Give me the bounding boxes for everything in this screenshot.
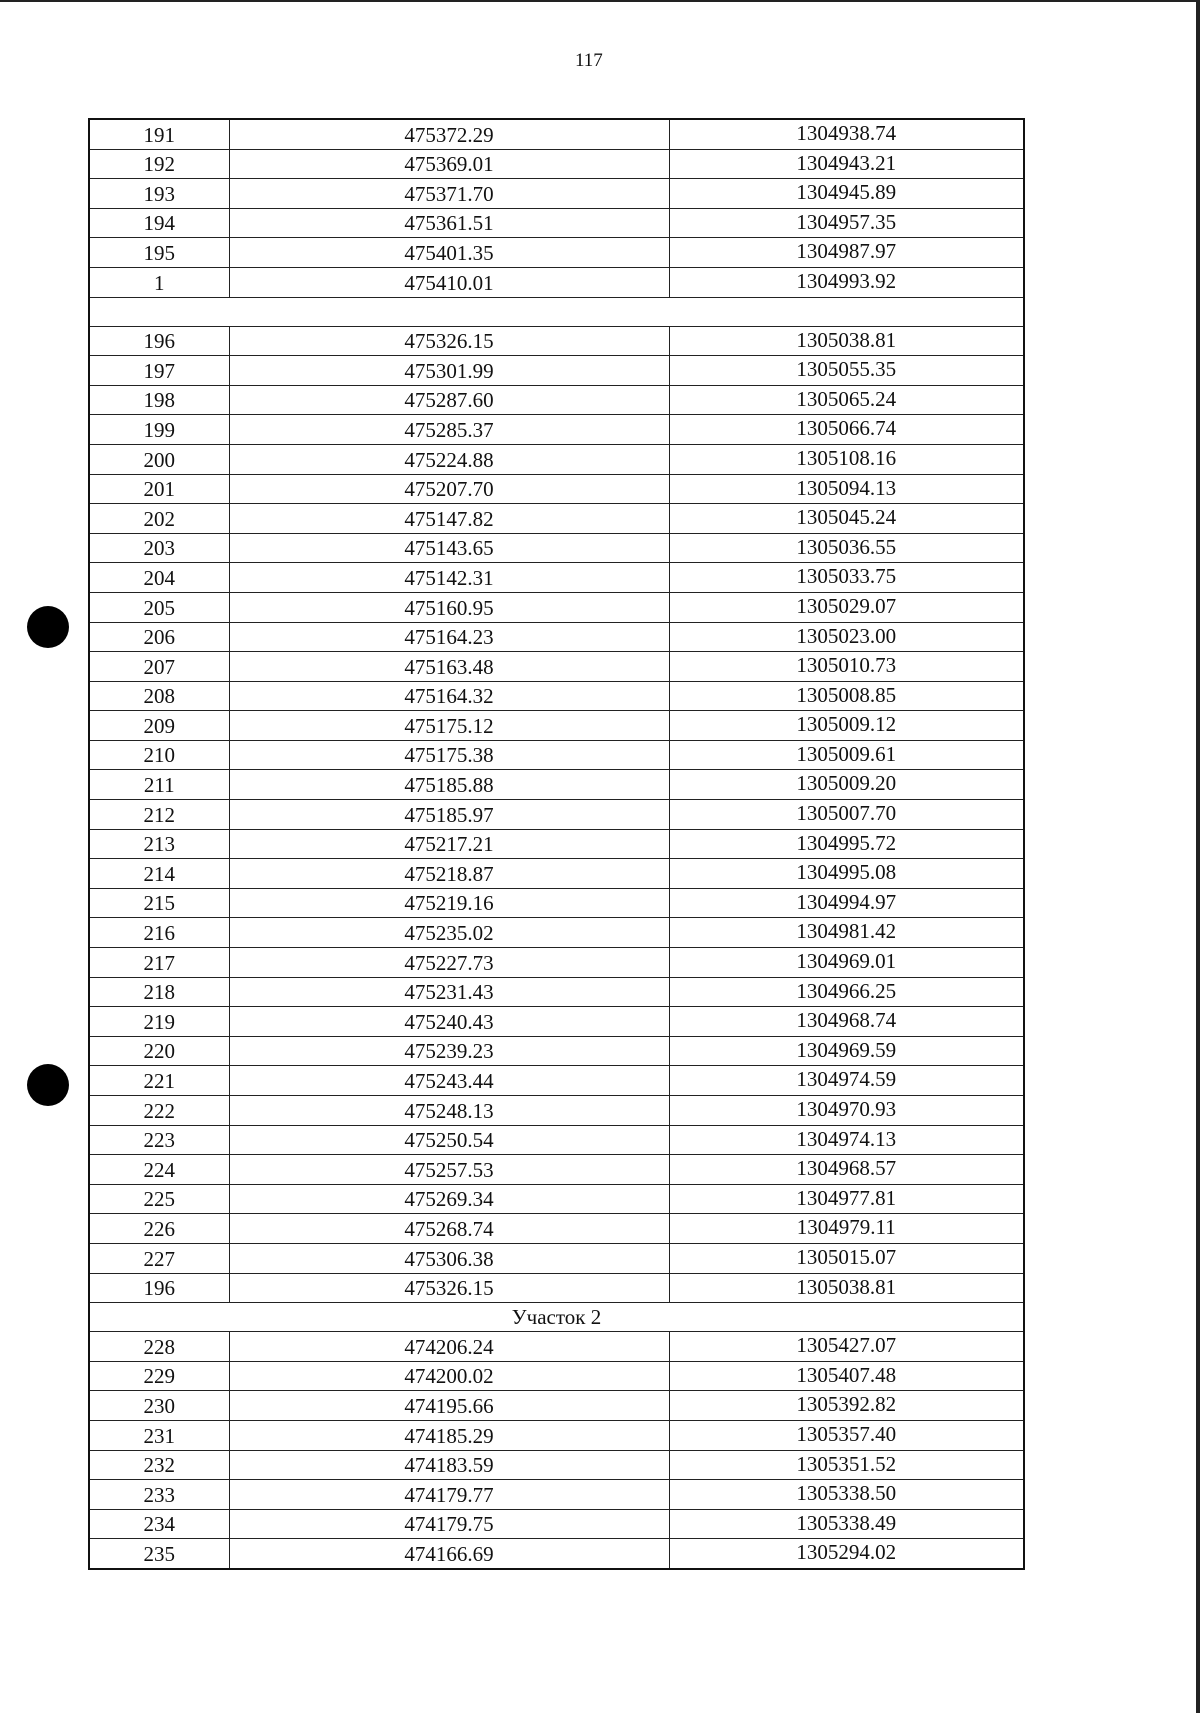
y-coordinate-cell: 1305038.81 xyxy=(669,1273,1024,1303)
y-coordinate-cell: 1304981.42 xyxy=(669,918,1024,948)
table-row xyxy=(89,1125,1024,1155)
x-coordinate-cell: 474200.02 xyxy=(229,1361,669,1391)
x-coordinate-cell: 475163.48 xyxy=(229,652,669,682)
y-coordinate-cell: 1305009.12 xyxy=(669,711,1024,741)
x-coordinate-cell: 475227.73 xyxy=(229,948,669,978)
y-coordinate-cell: 1304968.74 xyxy=(669,1007,1024,1037)
x-coordinate-cell: 475306.38 xyxy=(229,1243,669,1273)
point-number-cell: 205 xyxy=(89,592,229,622)
point-number-cell: 234 xyxy=(89,1509,229,1539)
x-coordinate-cell: 474206.24 xyxy=(229,1332,669,1362)
table-row xyxy=(89,1332,1024,1362)
point-number-cell: 193 xyxy=(89,179,229,209)
x-coordinate-cell: 475257.53 xyxy=(229,1155,669,1185)
point-number-cell: 197 xyxy=(89,356,229,386)
y-coordinate-cell: 1305108.16 xyxy=(669,444,1024,474)
x-coordinate-cell: 475326.15 xyxy=(229,326,669,356)
point-number-cell: 225 xyxy=(89,1184,229,1214)
punch-hole-mark xyxy=(27,606,69,648)
x-coordinate-cell: 475401.35 xyxy=(229,238,669,268)
table-row xyxy=(89,622,1024,652)
y-coordinate-cell: 1304945.89 xyxy=(669,179,1024,209)
point-number-cell: 232 xyxy=(89,1450,229,1480)
y-coordinate-cell: 1305407.48 xyxy=(669,1361,1024,1391)
table-row xyxy=(89,1391,1024,1421)
y-coordinate-cell: 1305038.81 xyxy=(669,326,1024,356)
table-row xyxy=(89,829,1024,859)
y-coordinate-cell: 1305009.61 xyxy=(669,740,1024,770)
x-coordinate-cell: 475361.51 xyxy=(229,208,669,238)
x-coordinate-cell: 475142.31 xyxy=(229,563,669,593)
x-coordinate-cell: 475268.74 xyxy=(229,1214,669,1244)
x-coordinate-cell: 475185.97 xyxy=(229,800,669,830)
point-number-cell: 200 xyxy=(89,444,229,474)
y-coordinate-cell: 1304993.92 xyxy=(669,267,1024,297)
x-coordinate-cell: 475231.43 xyxy=(229,977,669,1007)
table-row xyxy=(89,267,1024,297)
table-row xyxy=(89,918,1024,948)
point-number-cell: 199 xyxy=(89,415,229,445)
page-number: 117 xyxy=(575,50,603,71)
point-number-cell: 223 xyxy=(89,1125,229,1155)
x-coordinate-cell: 475372.29 xyxy=(229,119,669,149)
point-number-cell: 226 xyxy=(89,1214,229,1244)
x-coordinate-cell: 475287.60 xyxy=(229,385,669,415)
table-row xyxy=(89,1539,1024,1569)
table-row xyxy=(89,444,1024,474)
x-coordinate-cell: 475164.23 xyxy=(229,622,669,652)
point-number-cell: 211 xyxy=(89,770,229,800)
y-coordinate-cell: 1304938.74 xyxy=(669,119,1024,149)
y-coordinate-cell: 1304974.59 xyxy=(669,1066,1024,1096)
y-coordinate-cell: 1305015.07 xyxy=(669,1243,1024,1273)
point-number-cell: 196 xyxy=(89,326,229,356)
y-coordinate-cell: 1305351.52 xyxy=(669,1450,1024,1480)
y-coordinate-cell: 1305007.70 xyxy=(669,800,1024,830)
y-coordinate-cell: 1305294.02 xyxy=(669,1539,1024,1569)
table-row xyxy=(89,563,1024,593)
point-number-cell: 221 xyxy=(89,1066,229,1096)
table-row xyxy=(89,859,1024,889)
x-coordinate-cell: 475224.88 xyxy=(229,444,669,474)
point-number-cell: 224 xyxy=(89,1155,229,1185)
x-coordinate-cell: 475207.70 xyxy=(229,474,669,504)
x-coordinate-cell: 474195.66 xyxy=(229,1391,669,1421)
point-number-cell: 195 xyxy=(89,238,229,268)
table-row xyxy=(89,1273,1024,1303)
section-title xyxy=(89,297,1024,326)
point-number-cell: 231 xyxy=(89,1420,229,1450)
x-coordinate-cell: 475175.38 xyxy=(229,740,669,770)
point-number-cell: 209 xyxy=(89,711,229,741)
point-number-cell: 230 xyxy=(89,1391,229,1421)
table-row xyxy=(89,356,1024,386)
table-row xyxy=(89,1096,1024,1126)
point-number-cell: 204 xyxy=(89,563,229,593)
table-row xyxy=(89,800,1024,830)
point-number-cell: 214 xyxy=(89,859,229,889)
point-number-cell: 194 xyxy=(89,208,229,238)
y-coordinate-cell: 1305045.24 xyxy=(669,504,1024,534)
x-coordinate-cell: 475143.65 xyxy=(229,533,669,563)
table-row xyxy=(89,1243,1024,1273)
y-coordinate-cell: 1305357.40 xyxy=(669,1420,1024,1450)
point-number-cell: 202 xyxy=(89,504,229,534)
y-coordinate-cell: 1305066.74 xyxy=(669,415,1024,445)
section-header-row xyxy=(89,1303,1024,1332)
y-coordinate-cell: 1304995.72 xyxy=(669,829,1024,859)
y-coordinate-cell: 1304974.13 xyxy=(669,1125,1024,1155)
table-row xyxy=(89,711,1024,741)
point-number-cell: 198 xyxy=(89,385,229,415)
x-coordinate-cell: 475369.01 xyxy=(229,149,669,179)
point-number-cell: 219 xyxy=(89,1007,229,1037)
y-coordinate-cell: 1304995.08 xyxy=(669,859,1024,889)
x-coordinate-cell: 475160.95 xyxy=(229,592,669,622)
point-number-cell: 208 xyxy=(89,681,229,711)
point-number-cell: 235 xyxy=(89,1539,229,1569)
x-coordinate-cell: 475250.54 xyxy=(229,1125,669,1155)
section-header-row xyxy=(89,297,1024,326)
y-coordinate-cell: 1305033.75 xyxy=(669,563,1024,593)
y-coordinate-cell: 1304957.35 xyxy=(669,208,1024,238)
y-coordinate-cell: 1305392.82 xyxy=(669,1391,1024,1421)
y-coordinate-cell: 1305065.24 xyxy=(669,385,1024,415)
table-row xyxy=(89,948,1024,978)
y-coordinate-cell: 1304994.97 xyxy=(669,888,1024,918)
y-coordinate-cell: 1304966.25 xyxy=(669,977,1024,1007)
x-coordinate-cell: 475326.15 xyxy=(229,1273,669,1303)
table-row xyxy=(89,681,1024,711)
y-coordinate-cell: 1304979.11 xyxy=(669,1214,1024,1244)
x-coordinate-cell: 475240.43 xyxy=(229,1007,669,1037)
y-coordinate-cell: 1305009.20 xyxy=(669,770,1024,800)
x-coordinate-cell: 474179.77 xyxy=(229,1480,669,1510)
x-coordinate-cell: 475301.99 xyxy=(229,356,669,386)
point-number-cell: 229 xyxy=(89,1361,229,1391)
x-coordinate-cell: 475217.21 xyxy=(229,829,669,859)
table-row xyxy=(89,1509,1024,1539)
x-coordinate-cell: 474179.75 xyxy=(229,1509,669,1539)
section-title: Участок 2 xyxy=(89,1303,1024,1332)
x-coordinate-cell: 475371.70 xyxy=(229,179,669,209)
point-number-cell: 216 xyxy=(89,918,229,948)
y-coordinate-cell: 1305055.35 xyxy=(669,356,1024,386)
coordinates-table-body xyxy=(89,119,1024,1569)
table-row xyxy=(89,1450,1024,1480)
y-coordinate-cell: 1304969.59 xyxy=(669,1036,1024,1066)
y-coordinate-cell: 1304970.93 xyxy=(669,1096,1024,1126)
x-coordinate-cell: 475219.16 xyxy=(229,888,669,918)
point-number-cell: 217 xyxy=(89,948,229,978)
table-row xyxy=(89,888,1024,918)
point-number-cell: 203 xyxy=(89,533,229,563)
table-row xyxy=(89,474,1024,504)
table-row xyxy=(89,208,1024,238)
point-number-cell: 233 xyxy=(89,1480,229,1510)
point-number-cell: 191 xyxy=(89,119,229,149)
point-number-cell: 213 xyxy=(89,829,229,859)
x-coordinate-cell: 475164.32 xyxy=(229,681,669,711)
table-row xyxy=(89,326,1024,356)
y-coordinate-cell: 1304968.57 xyxy=(669,1155,1024,1185)
point-number-cell: 206 xyxy=(89,622,229,652)
x-coordinate-cell: 474185.29 xyxy=(229,1420,669,1450)
point-number-cell: 212 xyxy=(89,800,229,830)
point-number-cell: 228 xyxy=(89,1332,229,1362)
table-row xyxy=(89,1214,1024,1244)
y-coordinate-cell: 1304977.81 xyxy=(669,1184,1024,1214)
table-row xyxy=(89,119,1024,149)
y-coordinate-cell: 1305010.73 xyxy=(669,652,1024,682)
y-coordinate-cell: 1305036.55 xyxy=(669,533,1024,563)
x-coordinate-cell: 475218.87 xyxy=(229,859,669,889)
punch-hole-mark xyxy=(27,1064,69,1106)
y-coordinate-cell: 1305029.07 xyxy=(669,592,1024,622)
x-coordinate-cell: 475235.02 xyxy=(229,918,669,948)
point-number-cell: 196 xyxy=(89,1273,229,1303)
table-row xyxy=(89,1184,1024,1214)
x-coordinate-cell: 475243.44 xyxy=(229,1066,669,1096)
table-row xyxy=(89,977,1024,1007)
point-number-cell: 210 xyxy=(89,740,229,770)
x-coordinate-cell: 474183.59 xyxy=(229,1450,669,1480)
table-row xyxy=(89,1361,1024,1391)
x-coordinate-cell: 475269.34 xyxy=(229,1184,669,1214)
table-row xyxy=(89,238,1024,268)
x-coordinate-cell: 475285.37 xyxy=(229,415,669,445)
x-coordinate-cell: 475175.12 xyxy=(229,711,669,741)
table-row xyxy=(89,1007,1024,1037)
table-row xyxy=(89,385,1024,415)
table-row xyxy=(89,415,1024,445)
y-coordinate-cell: 1304943.21 xyxy=(669,149,1024,179)
table-row xyxy=(89,592,1024,622)
point-number-cell: 222 xyxy=(89,1096,229,1126)
y-coordinate-cell: 1304987.97 xyxy=(669,238,1024,268)
table-row xyxy=(89,1036,1024,1066)
table-row xyxy=(89,740,1024,770)
point-number-cell: 207 xyxy=(89,652,229,682)
table-row xyxy=(89,1066,1024,1096)
table-row xyxy=(89,1480,1024,1510)
y-coordinate-cell: 1304969.01 xyxy=(669,948,1024,978)
point-number-cell: 220 xyxy=(89,1036,229,1066)
x-coordinate-cell: 475410.01 xyxy=(229,267,669,297)
point-number-cell: 218 xyxy=(89,977,229,1007)
table-row xyxy=(89,149,1024,179)
table-row xyxy=(89,504,1024,534)
point-number-cell: 215 xyxy=(89,888,229,918)
point-number-cell: 227 xyxy=(89,1243,229,1273)
point-number-cell: 192 xyxy=(89,149,229,179)
table-row xyxy=(89,652,1024,682)
coordinates-table xyxy=(88,118,1025,1570)
x-coordinate-cell: 475248.13 xyxy=(229,1096,669,1126)
table-row xyxy=(89,1155,1024,1185)
y-coordinate-cell: 1305427.07 xyxy=(669,1332,1024,1362)
y-coordinate-cell: 1305338.49 xyxy=(669,1509,1024,1539)
table-row xyxy=(89,179,1024,209)
table-row xyxy=(89,533,1024,563)
x-coordinate-cell: 475147.82 xyxy=(229,504,669,534)
table-row xyxy=(89,1420,1024,1450)
x-coordinate-cell: 474166.69 xyxy=(229,1539,669,1569)
x-coordinate-cell: 475239.23 xyxy=(229,1036,669,1066)
y-coordinate-cell: 1305094.13 xyxy=(669,474,1024,504)
table-row xyxy=(89,770,1024,800)
y-coordinate-cell: 1305338.50 xyxy=(669,1480,1024,1510)
y-coordinate-cell: 1305008.85 xyxy=(669,681,1024,711)
x-coordinate-cell: 475185.88 xyxy=(229,770,669,800)
y-coordinate-cell: 1305023.00 xyxy=(669,622,1024,652)
point-number-cell: 201 xyxy=(89,474,229,504)
point-number-cell: 1 xyxy=(89,267,229,297)
